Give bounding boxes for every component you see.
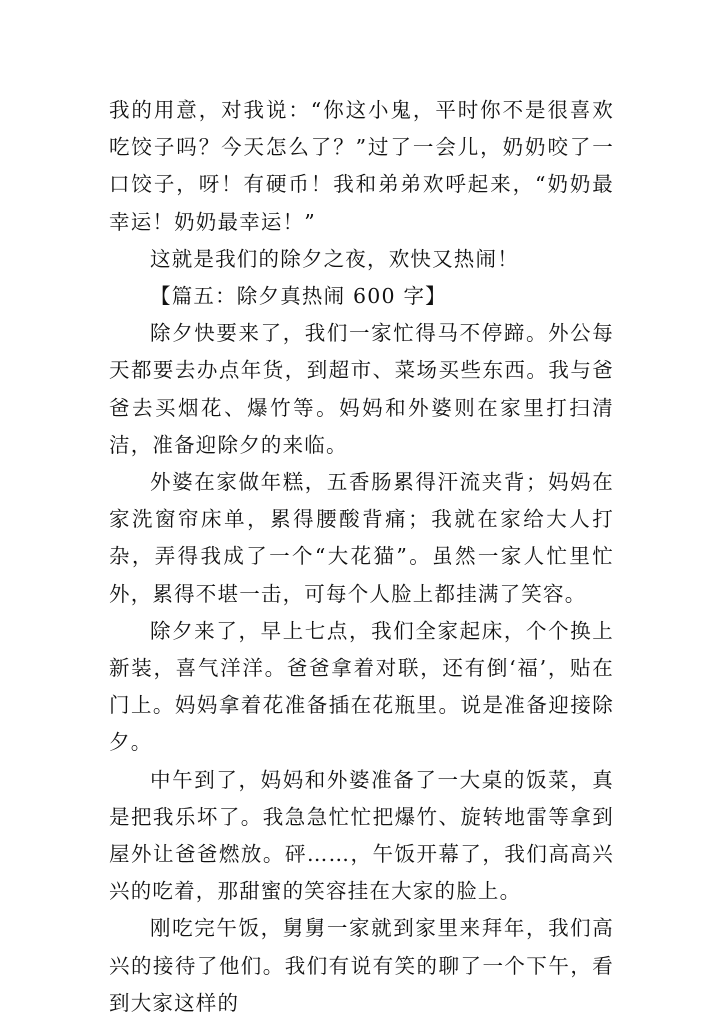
section-heading: 【篇五：除夕真热闹 600 字】 (150, 284, 447, 309)
paragraph: 除夕快要来了，我们一家忙得马不停蹄。外公每天都要去办点年货，到超市、菜场买些东西。我与爸爸去买烟花、爆竹等。妈妈和外婆则在家里打扫清洁，准备迎除夕的来临。 (109, 321, 614, 457)
document-page (109, 92, 614, 1022)
paragraph-continued: 我的用意，对我说：“你这小鬼，平时你不是很喜欢吃饺子吗？今天怎么了？”过了一会儿，奶奶咬了一口饺子，呀！有硬币！我和弟弟欢呼起来，“奶奶最幸运！奶奶最幸运！” (109, 98, 614, 234)
paragraph: 除夕来了，早上七点，我们全家起床，个个换上新装，喜气洋洋。爸爸拿着对联，还有倒‘福’，贴在门上。妈妈拿着花准备插在花瓶里。说是准备迎接除夕。 (109, 618, 614, 755)
paragraph-conclusion: 这就是我们的除夕之夜，欢快又热闹！ (150, 246, 519, 271)
paragraph: 刚吃完午饭，舅舅一家就到家里来拜年，我们高兴的接待了他们。我们有说有笑的聊了一个下午，看到大家这样的 (109, 916, 614, 1015)
paragraph: 外婆在家做年糕，五香肠累得汗流夹背；妈妈在家洗窗帘床单，累得腰酸背痛；我就在家给大人打杂，弄得我成了一个“大花猫”。虽然一家人忙里忙外，累得不堪一击，可每个人脸上都挂满了笑容。 (109, 470, 614, 606)
paragraph: 中午到了，妈妈和外婆准备了一大桌的饭菜，真是把我乐坏了。我急急忙忙把爆竹、旋转地雷等拿到屋外让爸爸燃放。砰……，午饭开幕了，我们高高兴兴的吃着，那甜蜜的笑容挂在大家的脸上。 (109, 767, 614, 904)
